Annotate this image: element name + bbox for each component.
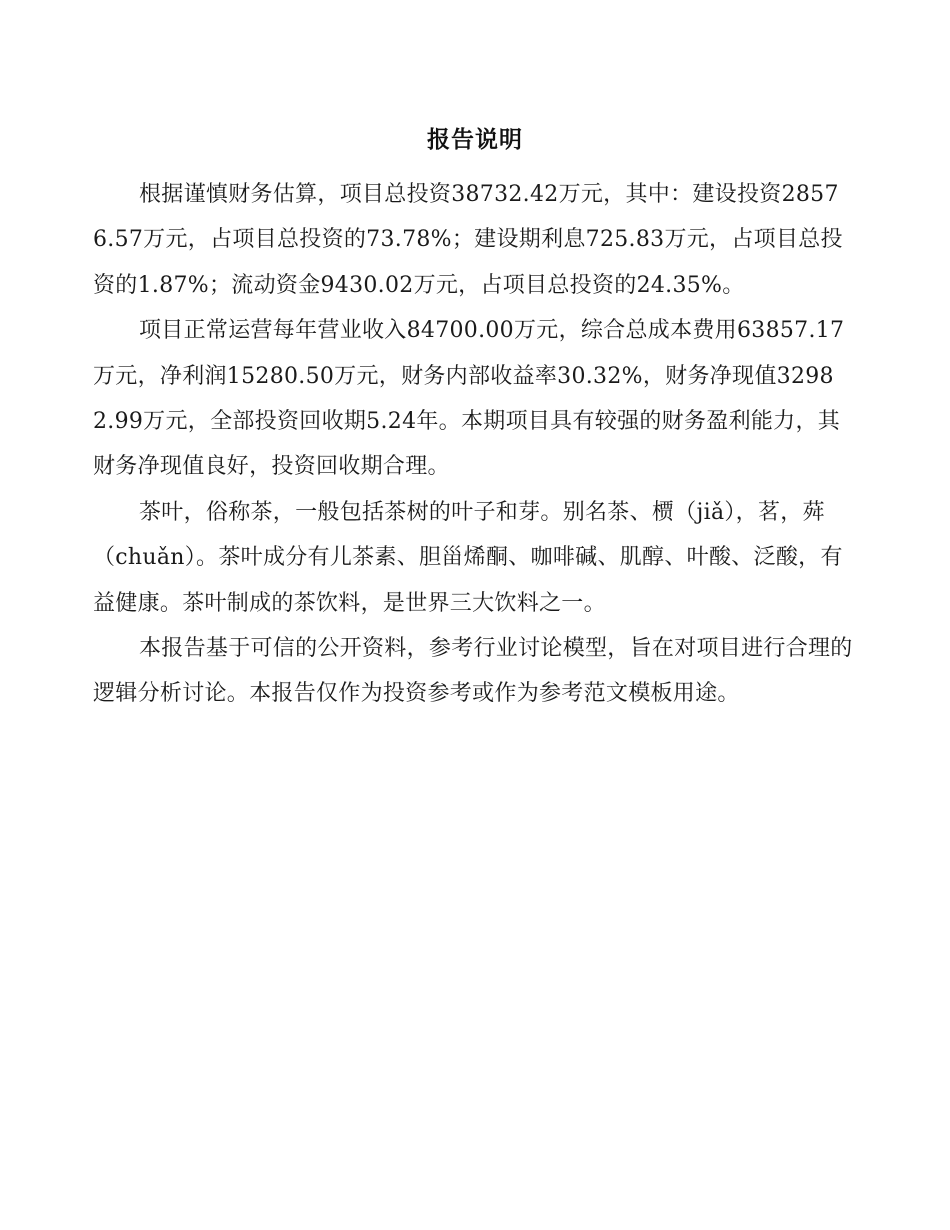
report-body — [93, 172, 853, 717]
paragraph-investment: 根据谨慎财务估算，项目总投资38732.42万元，其中：建设投资28576.57万元，占项目总投资的73.78%；建设期利息725.83万元，占项目总投资的1.87%；流动资金9430.02万元，占项目总投资的24.35%。 — [93, 182, 843, 298]
paragraph-tea-intro: 茶叶，俗称茶，一般包括茶树的叶子和芽。别名茶、槚（jiǎ），茗，荈（chuǎn）。茶叶成分有儿茶素、胆甾烯酮、咖啡碱、肌醇、叶酸、泛酸，有益健康。茶叶制成的茶饮料，是世界三大饮料之一。 — [93, 499, 843, 616]
paragraph-disclaimer: 本报告基于可信的公开资料，参考行业讨论模型，旨在对项目进行合理的逻辑分析讨论。本报告仅作为投资参考或作为参考范文模板用途。 — [93, 636, 853, 707]
page-title: 报告说明 — [427, 126, 523, 153]
paragraph-operations: 项目正常运营每年营业收入84700.00万元，综合总成本费用63857.17万元，净利润15280.50万元，财务内部收益率30.32%，财务净现值32982.99万元，全部投资回收期5.24年。本期项目具有较强的财务盈利能力，其财务净现值良好，投资回收期合理。 — [93, 318, 845, 480]
